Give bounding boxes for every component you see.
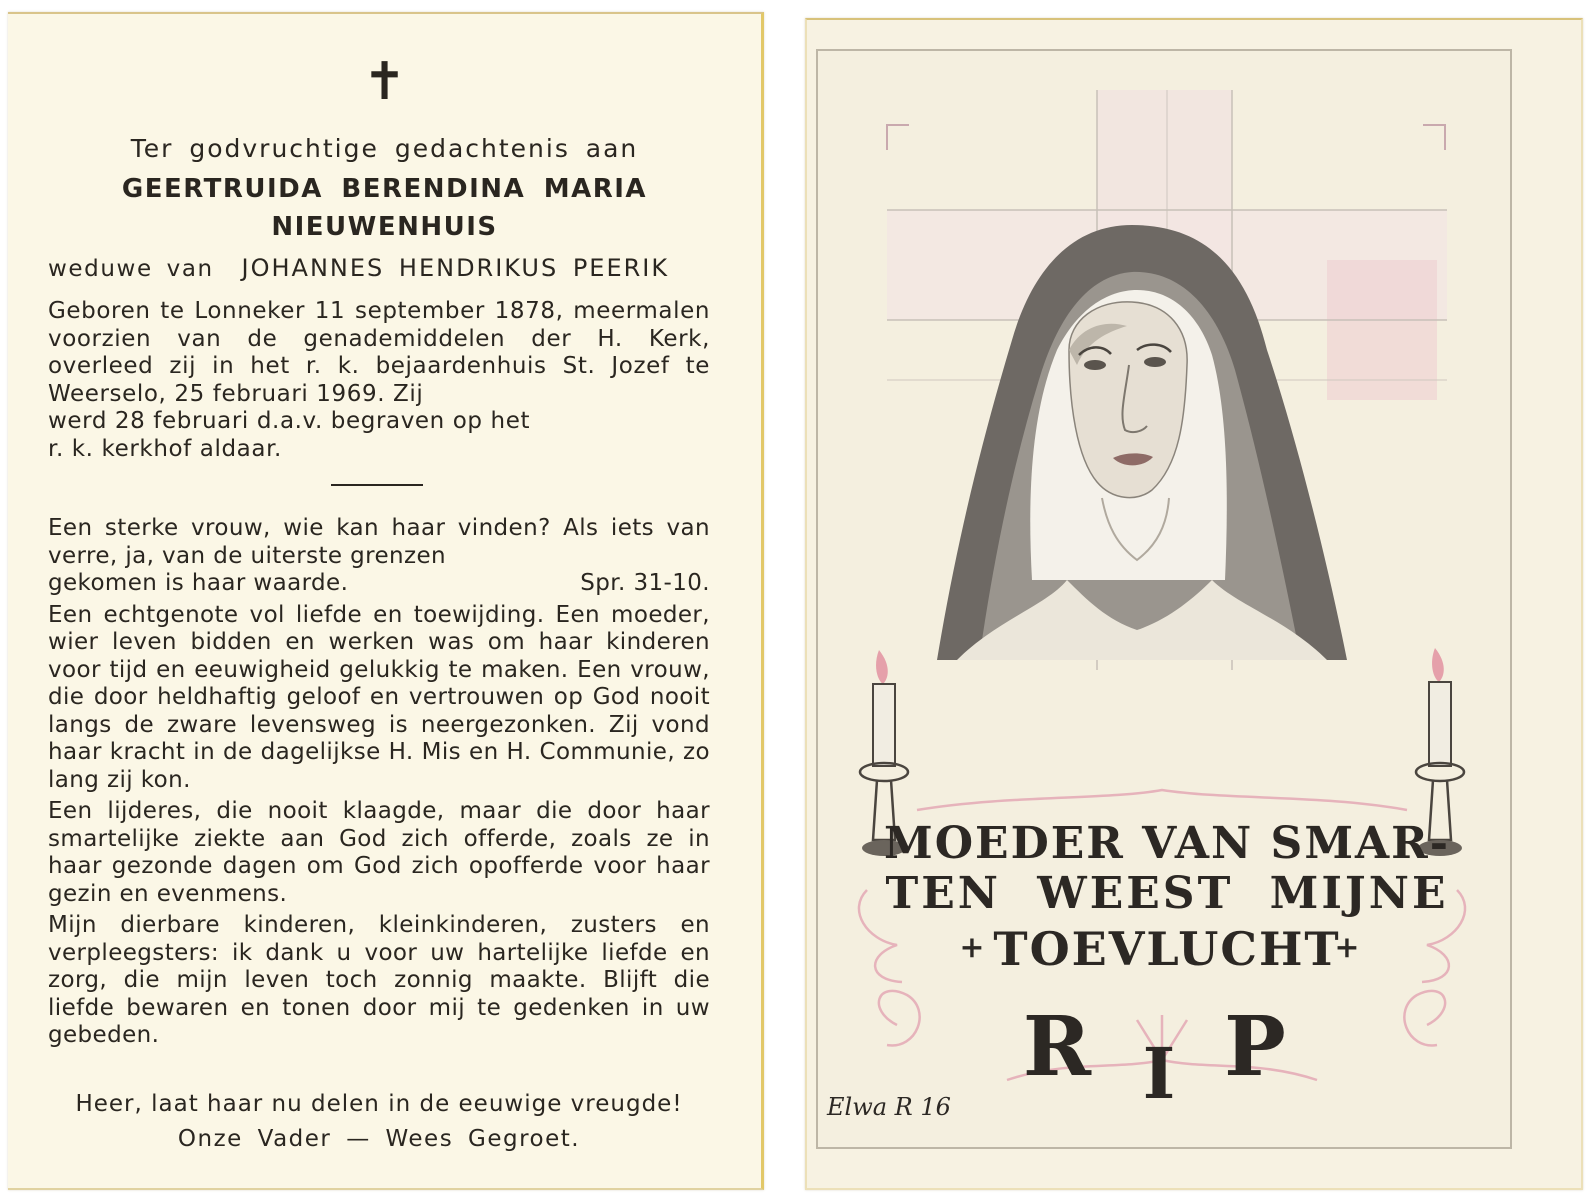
memorial-text (48, 515, 710, 1054)
biography-line-a: werd 28 februari d.a.v. begraven op het (48, 408, 531, 434)
paragraph-3: Mijn dierbare kinderen, kleinkinderen, zusters en verpleegsters: ik dank u voor uw hartelijke liefde en zorg, die mijn leven toch zonnig maakte. Blijft die liefde bewaren en tonen door mij te gedenken in uw gebeden. (48, 912, 710, 1048)
motto-line1: MOEDER VAN SMAR- (884, 818, 1450, 869)
bible-verse (48, 515, 710, 598)
motto-cross-left-icon: + (959, 930, 985, 965)
mater-dolorosa-illustration (807, 20, 1585, 1192)
memorial-card-image (805, 18, 1583, 1190)
verse-reference: Spr. 31-10. (580, 570, 710, 596)
closing-prayer: Heer, laat haar nu delen in de eeuwige vreugde! (75, 1091, 683, 1117)
motto-cross-right-icon: + (1334, 930, 1360, 965)
widow-line (48, 254, 709, 282)
cross-icon: ✝ (362, 52, 407, 112)
rip-letter-r: R (1022, 999, 1092, 1095)
biography-line-b: r. k. kerkhof aldaar. (48, 435, 282, 462)
paragraph-2: Een lijderes, die nooit klaagde, maar die door haar smartelijke ziekte aan God zich offerde, zoals ze in haar gezonde dagen om God zich opofferde voor haar gezin en evenmens. (48, 798, 710, 907)
artist-signature: Elwa R 16 (827, 1093, 951, 1121)
intro-line: Ter godvruchtige gedachtenis aan (130, 134, 639, 163)
paragraph-1: Een echtgenote vol liefde en toewijding. Een moeder, wier leven bidden en werken was om haar kinderen voor tijd en eeuwigheid gelukkig te maken. Een vrouw, die door heldhaftig geloof en vertrouwen op God nooit langs de zware levensweg is neergezonken. Zij vond haar kracht in de dagelijkse H. Mis en H. Communie, zo lang zij kon. (48, 601, 710, 793)
biography-main: Geboren te Lonneker 11 september 1878, meermalen voorzien van de genademiddelen der H. Kerk, overleed zij in het r. k. bejaardenhuis St. Jozef te Weerselo, 25 februari 1969. Zij (48, 298, 710, 407)
widow-prefix: weduwe van (48, 256, 214, 282)
rip-letter-i: I (1142, 1032, 1176, 1115)
rip-letter-p: P (1224, 999, 1286, 1095)
divider-line (331, 484, 423, 486)
deceased-name-line1: GEERTRUIDA BERENDINA MARIA (121, 174, 648, 204)
verse-last-line: gekomen is haar waarde. (48, 570, 349, 596)
memorial-card-text (8, 12, 764, 1190)
biography (48, 298, 710, 463)
verse-text: Een sterke vrouw, wie kan haar vinden? Als iets van verre, ja, van de uiterste grenzen (48, 515, 710, 569)
prayer-names: Onze Vader — Wees Gegroet. (177, 1126, 581, 1152)
deceased-name-line2: NIEUWENHUIS (271, 212, 498, 242)
motto-line2: TEN WEEST MIJNE (885, 868, 1449, 919)
motto-line3: TOEVLUCHT (993, 922, 1341, 976)
husband-name: JOHANNES HENDRIKUS PEERIK (241, 254, 670, 282)
